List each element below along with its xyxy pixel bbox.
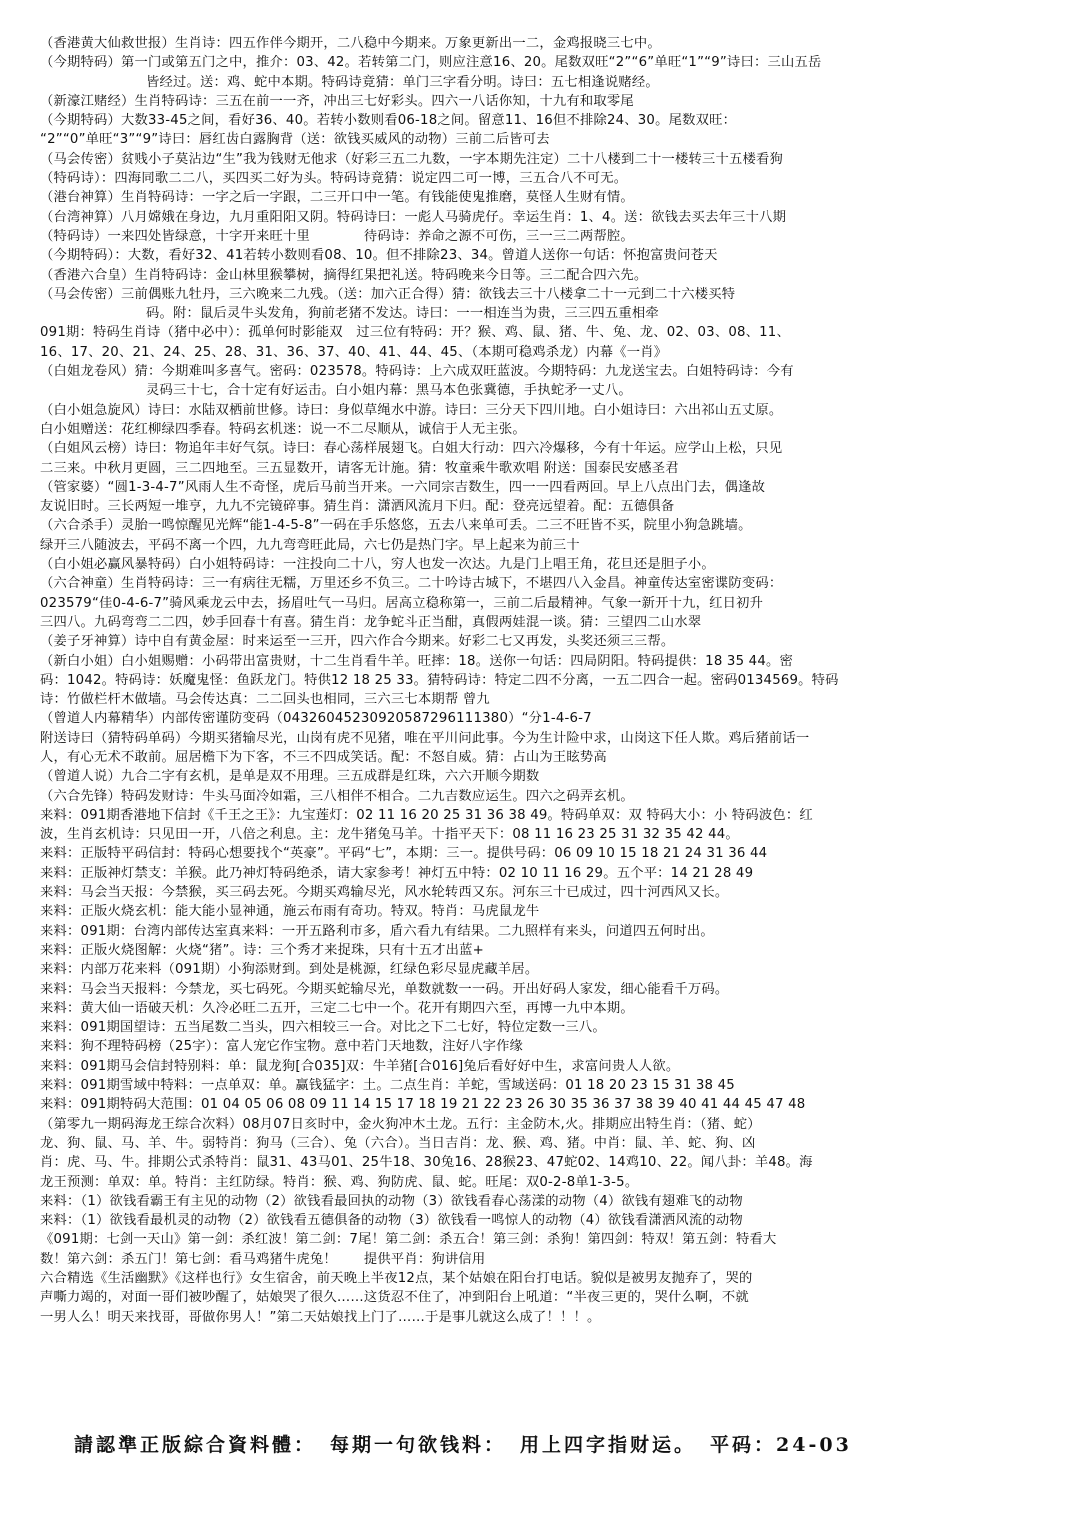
text-line: 绿开三八随波去，平码不离一个四，九九弯弯旺此局，六七仍是热门字。早上起来为前三十 xyxy=(40,537,580,553)
text-line: （第零九一期码海龙王综合次料）08月07日亥时中，金火狗冲木土龙。五行：主金防木,火。排期应出特生肖：（猪、蛇） xyxy=(40,1116,761,1132)
text-line: 16、17、20、21、24、25、28、31、36、37、40、41、44、45、（本期可稳鸡杀龙）内幕《一肖》 xyxy=(40,344,668,360)
text-line: （特码诗）一来四处皆绿意，十字开来旺十里 待码诗：养命之源不可伤，三一三二两帮腔。 xyxy=(40,228,634,244)
text-line: 来料：正版火烧图解：火烧“猪”。诗：三个秀才来捉珠，只有十五才出蓝+ xyxy=(40,942,484,958)
text-line: （今期特码）第一门或第五门之中，推介：03、42。若转第二门，则应注意16、20。尾数双旺“2”“6”单旺“1”“9”诗曰：三山五岳 xyxy=(40,55,822,71)
text-line: 来料：马会当天报：今禁猴，买三码去死。今期买鸡输尽光，风水轮转西又东。河东三十已成过，四十河西风又长。 xyxy=(40,885,729,901)
text-line: 友说旧时。三长两短一堆亨，九九不完镜碎事。猜生肖：潇洒风流月下归。配：登亮远望着。配：五德俱备 xyxy=(40,499,675,515)
text-line: （新白小姐）白小姐赐赠：小码带出富贵财，十二生肖看牛羊。旺摔：18。送你一句话：四局阴阳。特码提供：18 35 44。密 xyxy=(40,653,793,669)
footer-slogan-text: 用上四字指财运。 xyxy=(520,1434,697,1456)
text-line: 数！第六剑：杀五门！第七剑：看马鸡猪牛虎兔！ 提供平肖：狗讲信用 xyxy=(40,1251,486,1267)
text-line: 诗：竹做栏杆木做墙。马会传达真：二二回头也相同，三六三七本期帮 曾九 xyxy=(40,692,490,708)
text-line: （今期特码）：大数，看好32、41若转小数则看08、10。但不排除23、34。曾道人送你一句话：怀抱富贵问苍天 xyxy=(40,248,718,264)
text-line: 二三来。中秋月更圆，三二四地至。三五显数开，请客无计施。猜：牧童乘牛歌欢唱 附送：国泰民安感圣君 xyxy=(40,460,679,476)
text-line: （曾道人内幕精华）内部传密谨防变码（04326045230920587296111380）“分1-4-6-7 xyxy=(40,711,592,727)
text-line: 波，生肖玄机诗：只见田一开，八倍之利息。主：龙牛猪兔马羊。十指平天下：08 11 16 23 25 31 32 35 42 44。 xyxy=(40,827,739,843)
footer-slogan: 每期一句欲钱料： xyxy=(330,1434,507,1456)
document-body xyxy=(40,34,1052,1327)
text-line: 来料：091期雪域中特料：一点单双：单。赢钱猛字：土。二点生肖：羊蛇，雪域送码：01 18 20 23 15 31 38 45 xyxy=(40,1078,735,1094)
text-line: 来料：内部万花来料（091期）小狗添财到。到处是桃源，红绿色彩尽显虎藏羊居。 xyxy=(40,962,539,978)
text-line: 白小姐赠送：花红柳绿四季春。特码玄机迷：说一不二尽顺从，诚信于人无主张。 xyxy=(40,421,526,437)
text-line: 三四八。九码弯弯二二四，妙手回春十有喜。猜生肖：龙争蛇斗正当酣，真假两娃混一谈。猜：三望四二山水翠 xyxy=(40,614,702,630)
footer-notice: 請認準正版綜合資料體： xyxy=(74,1434,317,1456)
text-line: “2”“0”单旺“3”“9”诗曰：唇红齿白露胸背（送：欲钱买威风的动物）三前二后皆可去 xyxy=(40,132,550,148)
text-line: （今期特码）大数33-45之间，看好36、40。若转小数则看06-18之间。留意11、16但不排除24、30。尾数双旺： xyxy=(40,113,737,129)
text-line: 附送诗曰（猜特码单码）今期买猪输尽光，山岗有虎不见猪，唯在平川问此事。今为生计险中求，山岗这下任人欺。鸡后猪前话一 xyxy=(40,730,810,746)
text-line: 023579“佳0-4-6-7”骑风乘龙云中去，扬眉吐气一马归。居高立稳称第一，三前二后最精神。气象一新开十九，红日初升 xyxy=(40,595,764,611)
text-line: （姜子牙神算）诗中自有黄金屋：时来运至一三开，四六作合今期来。好彩二七又再发，头奖还须三三帮。 xyxy=(40,634,675,650)
text-line: 来料：（1）欲钱看霸王有主见的动物（2）欲钱看最回执的动物（3）欲钱看春心荡漾的动物（4）欲钱有翅难飞的动物 xyxy=(40,1193,743,1209)
text-line: 皆经过。送：鸡、蛇中本期。特码诗竟猜：单门三字看分明。诗曰：五七相逢说赌经。 xyxy=(146,74,659,90)
text-line: （新濠江赌经）生肖特码诗：三五在前一一齐，冲出三七好彩头。四六一八话你知，十九有和取零尾 xyxy=(40,93,634,109)
text-line: （管家婆）“圆1-3-4-7”风雨人生不奇怪，虎后马前当开来。一六同宗吉数生，四一一四看两回。早上八点出门去，偶逢故 xyxy=(40,479,766,495)
text-line: （六合杀手）灵胎一鸣惊醒见光辉“能1-4-5-8”一码在手乐悠悠，五去八来单可丢。二三不旺皆不买，院里小狗急跳墙。 xyxy=(40,518,752,534)
text-line: （台湾神算）八月嫦娥在身边，九月重阳阳又阴。特码诗曰：一彪人马骑虎仔。幸运生肖：1、4。送：欲钱去买去年三十八期 xyxy=(40,209,787,225)
text-line: 来料：黄大仙一语破天机：久冷必旺二五开，三定二七中一个。花开有期四六至，再博一九中本期。 xyxy=(40,1000,634,1016)
text-line: 一男人么！明天来找哥，哥做你男人！”第二天姑娘找上门了……于是事儿就这么成了！！！。 xyxy=(40,1309,601,1325)
text-line: （港台神算）生肖特码诗：一字之后一字跟，二三开口中一笔。有钱能使鬼推磨，莫怪人生财有情。 xyxy=(40,190,634,206)
text-line: （六合先锋）特码发财诗：牛头马面冷如霜，三八相伴不相合。二九吉数应运生。四六之码弄玄机。 xyxy=(40,788,634,804)
text-line: （曾道人说）九合二字有玄机，是单是双不用理。三五成群是红珠，六六开顺今期数 xyxy=(40,769,540,785)
text-line: 人，有心无术不敢前。屈居檐下为下客，不三不四成笑话。配：不怒自威。猜：占山为王眩势高 xyxy=(40,749,607,765)
text-line: （白小姐必赢风暴特码）白小姐特码诗：一注投向二十八，穷人也发一次达。九是门上唱王角，花旦还是胆子小。 xyxy=(40,557,715,573)
text-line: 肖：虎、马、牛。排期公式杀特肖：鼠31、43马01、25牛18、30兔16、28猴23、47蛇02、14鸡10、22。闻八卦：羊48。海 xyxy=(40,1155,813,1171)
text-line: （白姐风云榜）诗曰：物追年丰好气氛。诗曰：春心荡样展翅飞。白姐大行动：四六冷爆移，今有十年运。应学山上松，只见 xyxy=(40,441,783,457)
footer-line xyxy=(74,1430,852,1457)
text-line: 龙王预测：单双：单。特肖：主红防绿。特肖：猴、鸡、狗防虎、鼠、蛇。旺尾：双0-2-8单1-3-5。 xyxy=(40,1174,639,1190)
text-line: 来料：091期马会信封特别料：单：鼠龙狗[合035]双：牛羊猪[合016]兔后看好好中生，求富问贵人人欲。 xyxy=(40,1058,680,1074)
text-line: （马会传密）三前偶账九牡丹，三六晚来二九残。（送：加六正合得）猜：欲钱去三十八楼拿二十一元到二十六楼买特 xyxy=(40,286,736,302)
text-line: 来料：狗不理特码榜（25字）：富人宠它作宝物。意中若门天地数，注好八字作缘 xyxy=(40,1039,524,1055)
text-line: 码。附：鼠后灵牛头发角，狗前老猪不发达。诗曰：一一相连当为贵，三三四五重相牵 xyxy=(146,306,659,322)
text-line: 来料：091期：台湾内部传达室真来料：一开五路利市多，盾六看九有结果。二九照样有来头，问道四五何时出。 xyxy=(40,923,714,939)
text-line: 来料：091期特码大范围：01 04 05 06 08 09 11 14 15 17 18 19 21 22 23 26 30 35 36 37 38 39 40 41 44 45 47 48 xyxy=(40,1097,806,1113)
text-line: 091期：特码生肖诗（猪中必中）：孤单何时影能双 过三位有特码：开？猴、鸡、鼠、猪、牛、兔、龙、02、03、08、11、 xyxy=(40,325,790,341)
text-line: （香港黄大仙救世报）生肖诗：四五作伴今期开，二八稳中今期来。万象更新出一二，金鸡报晓三七中。 xyxy=(40,36,661,51)
text-line: 灵码三十七，合十定有好运击。白小姐内幕：黑马本色张冀德，手执蛇矛一丈八。 xyxy=(146,383,632,399)
text-line: 《091期：七剑一天山》第一剑：杀红波！第二剑：7尾！第二剑：杀五合！第三剑：杀狗！第四剑：特双！第五剑：特看大 xyxy=(40,1232,777,1248)
text-line: （白小姐急旋风）诗曰：水陆双栖前世修。诗曰：身似草绳水中游。诗曰：三分天下四川地。白小姐诗曰：六出祁山五丈原。 xyxy=(40,402,783,418)
text-line: 来料：正版特平码信封：特码心想要找个“英豪”。平码“七”，本期：三一。提供号码：06 09 10 15 18 21 24 31 36 44 xyxy=(40,846,768,862)
text-line: （白姐龙卷风）猜：今期难叫多喜气。密码：023578。特码诗：上六成双旺蓝波。今期特码：九龙送宝去。白姐特码诗：今有 xyxy=(40,364,794,380)
text-line: （特码诗）：四海同歌二二八，买四买二好为头。特码诗竟猜：说定四二可一博，三五合八不可无。 xyxy=(40,171,628,187)
footer-code: 平码：24-03 xyxy=(710,1434,852,1456)
text-line: 码：1042。特码诗：妖魔鬼怪：鱼跃龙门。特供12 18 25 33。猜特码诗：特定二四不分离，一五二四合一起。密码0134569。特码 xyxy=(40,672,839,688)
text-line: 来料：正版火烧玄机：能大能小显神通，施云布雨有奇功。特双。特肖：马虎鼠龙牛 xyxy=(40,904,540,920)
text-line: 来料：马会当天报料：今禁龙，买七码死。今期买蛇输尽光，单数就数一一码。开出好码人家发，细心能看千万码。 xyxy=(40,981,729,997)
text-line: 六合精选《生活幽默》《这样也行》女生宿舍，前天晚上半夜12点，某个姑娘在阳台打电话。貌似是被男友抛弃了，哭的 xyxy=(40,1271,753,1286)
text-line: 龙、狗、鼠、马、羊、牛。弱特肖：狗马（三合）、兔（六合）。当日吉肖：龙、猴、鸡、猪。中肖：鼠、羊、蛇、狗、凶 xyxy=(40,1135,756,1151)
text-line: （六合神童）生肖特码诗：三一有病往无糯，万里还乡不负三。二十吟诗古城下，不堪四八入金昌。神童传达室密谍防变码： xyxy=(40,576,783,592)
text-line: 来料：091期香港地下信封《千王之王》：九宝莲灯：02 11 16 20 25 31 36 38 49。特码单双：双 特码大小：小 特码波色：红 xyxy=(40,807,813,823)
text-line: （香港六合皇）生肖特码诗：金山林里猴攀树，摘得红果把礼送。特码晚来今日等。三二配合四六先。 xyxy=(40,267,648,283)
text-line: 来料：091期国望诗：五当尾数二当头，四六相较三一合。对比之下二七好，特位定数一三八。 xyxy=(40,1020,606,1036)
text-line: 来料：正版神灯禁支：羊猴。此乃神灯特码绝杀，请大家参考！神灯五中特：02 10 11 16 29。五个平：14 21 28 49 xyxy=(40,865,754,881)
text-line: 来料：（1）欲钱看最机灵的动物（2）欲钱看五德俱备的动物（3）欲钱看一鸣惊人的动物（4）欲钱看潇洒风流的动物 xyxy=(40,1213,743,1229)
text-line: 声嘶力竭的，对面一哥们被吵醒了，姑娘哭了很久……这货忍不住了，冲到阳台上吼道：“半夜三更的，哭什么啊，不就 xyxy=(40,1290,749,1306)
text-line: （马会传密）贫贱小子莫沾边“生”我为钱财无他求（好彩三五二九数，一字本期先注定）二十八楼到二十一楼转三十五楼看狗 xyxy=(40,151,784,167)
